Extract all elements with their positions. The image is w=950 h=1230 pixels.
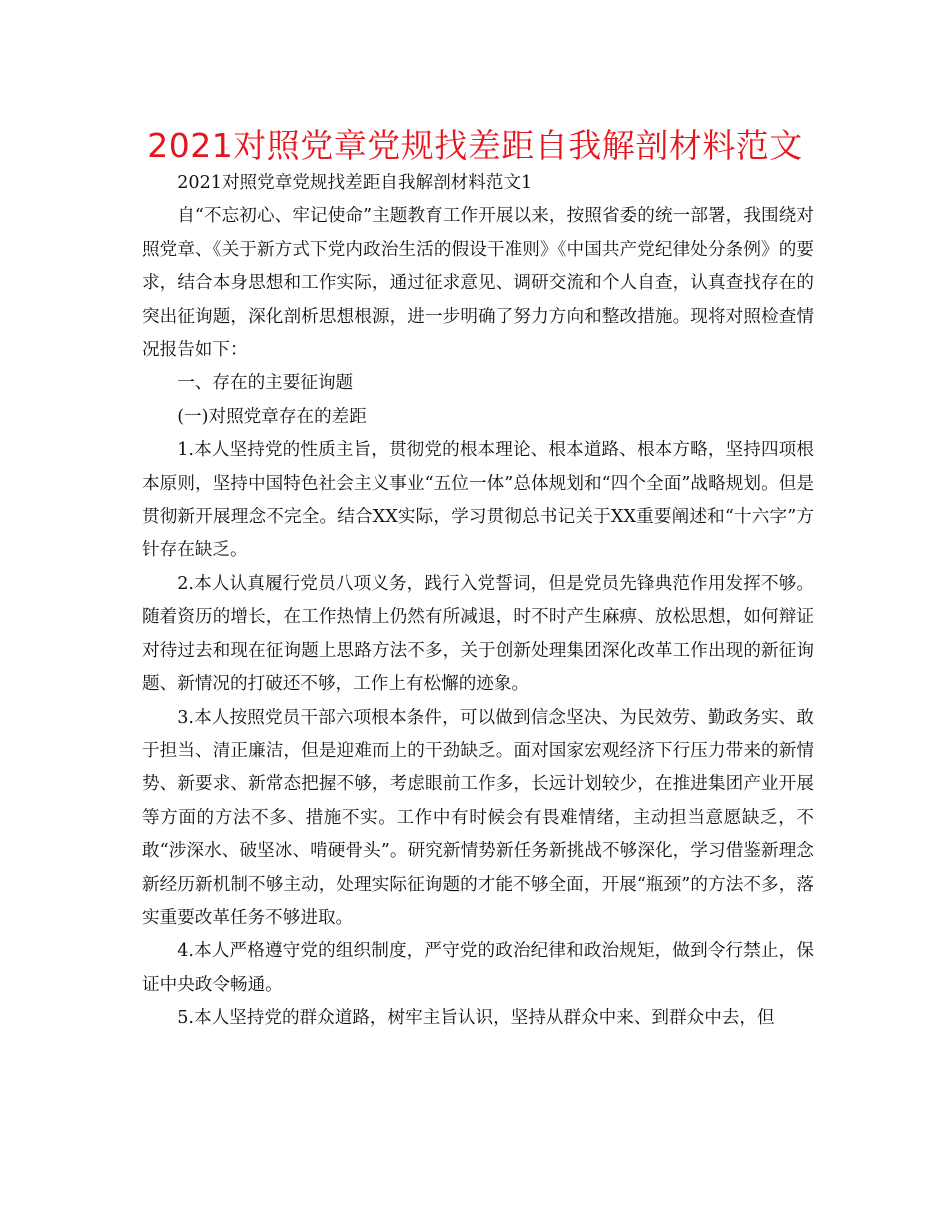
subtitle-paragraph: 2021对照党章党规找差距自我解剖材料范文1 (177, 173, 533, 193)
intro-paragraph: 自“不忘初心、牢记使命”主题教育工作开展以来，按照省委的统一部署，我围绕对照党章、《关于新方式下党内政治生活的假设干准则》《中国共产党纪律处分条例》的要求，结合本身思想和工作实际，通过征求意见、调研交流和个人自查，认真查找存在的突出征询题，深化剖析思想根源，进一步明确了努力方向和整改措施。现将对照检查情况报告如下： (142, 206, 814, 361)
document-body (142, 167, 814, 1036)
body-paragraph: 2.本人认真履行党员八项义务，践行入党誓词，但是党员先锋典范作用发挥不够。随着资历的增长，在工作热情上仍然有所减退，时不时产生麻痹、放松思想，如何辩证对待过去和现在征询题上思路方法不多，关于创新处理集团深化改革工作出现的新征询题、新情况的打破还不够，工作上有松懈的迹象。 (142, 573, 814, 695)
body-paragraph: 4.本人严格遵守党的组织制度，严守党的政治纪律和政治规矩，做到令行禁止，保证中央政令畅通。 (142, 941, 814, 995)
body-paragraph: 3.本人按照党员干部六项根本条件，可以做到信念坚决、为民效劳、勤政务实、敢于担当、清正廉洁，但是迎难而上的干劲缺乏。面对国家宏观经济下行压力带来的新情势、新要求、新常态把握不够，考虑眼前工作多，长远计划较少，在推进集团产业开展等方面的方法不多、措施不实。工作中有时候会有畏难情绪，主动担当意愿缺乏，不敢“涉深水、破坚冰、啃硬骨头”。研究新情势新任务新挑战不够深化，学习借鉴新理念新经历新机制不够主动，处理实际征询题的才能不够全面，开展“瓶颈”的方法不多，落实重要改革任务不够进取。 (142, 707, 814, 928)
body-paragraph: 5.本人坚持党的群众道路，树牢主旨认识，坚持从群众中来、到群众中去，但 (177, 1008, 775, 1029)
subsection-heading: (一)对照党章存在的差距 (177, 406, 367, 427)
document-title: 2021对照党章党规找差距自我解剖材料范文 (147, 126, 803, 165)
body-paragraph: 1.本人坚持党的性质主旨，贯彻党的根本理论、根本道路、根本方略，坚持四项根本原则，坚持中国特色社会主义事业“五位一体”总体规划和“四个全面”战略规划。但是贯彻新开展理念不完全。结合XX实际，学习贯彻总书记关于XX重要阐述和“十六字”方针存在缺乏。 (142, 440, 814, 561)
section-heading: 一、存在的主要征询题 (177, 373, 354, 394)
